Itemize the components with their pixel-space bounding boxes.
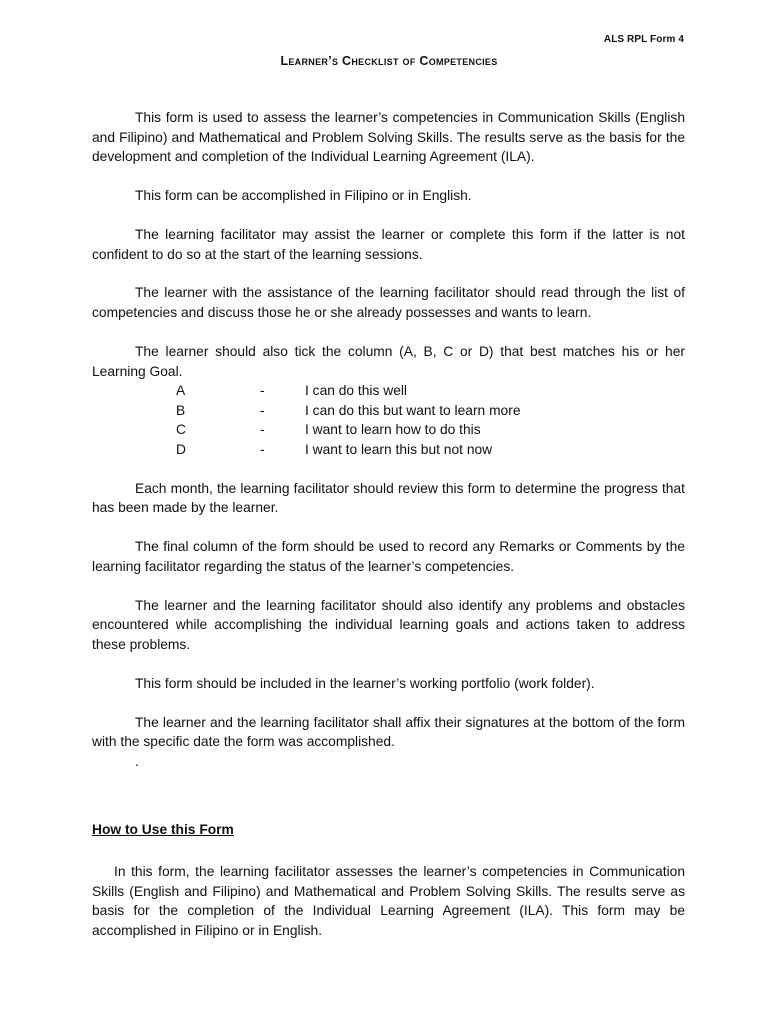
instructions-body [92,108,685,772]
stray-dot: . [135,753,139,769]
form-code: ALS RPL Form 4 [603,34,684,45]
goal-item [92,401,685,421]
paragraph-monthly-review: Each month, the learning facilitator should review this form to determine the progress that has been made by the learner. [92,480,685,516]
goal-text: I want to learn how to do this [305,422,481,438]
goal-item [92,381,685,401]
paragraph-problems: The learner and the learning facilitator should also identify any problems and obstacles encountered while accomplishing the individual learning goals and actions taken to address these problems. [92,597,685,652]
goal-item [92,420,685,440]
paragraph-remarks-column: The final column of the form should be used to record any Remarks or Comments by the learning facilitator regarding the status of the learner’s competencies. [92,539,685,574]
paragraph-how-to: In this form, the learning facilitator assesses the learner’s competencies in Communication Skills (English and Filipino) and Mathematical and Problem Solving Skills. The results serve as basis for the completion of the Individual Learning Agreement (ILA). This form may be accomplished in Filipino or in English. [92,864,685,938]
paragraph-signatures: The learner and the learning facilitator shall affix their signatures at the bottom of the form with the specific date the form was accomplished. [92,714,685,750]
goal-item [92,440,685,460]
paragraph-portfolio: This form should be included in the learner’s working portfolio (work folder). [135,675,595,691]
goal-letter: B [176,402,186,418]
page-title: Learner’s Checklist of Competencies [280,54,498,68]
goal-dash: - [260,441,265,457]
goal-text: I can do this but want to learn more [305,402,521,418]
goal-letter: A [176,383,186,399]
paragraph-language: This form can be accomplished in Filipino or in English. [135,188,472,204]
goal-dash: - [260,402,265,418]
goal-text: I want to learn this but not now [305,441,493,457]
goal-text: I can do this well [305,383,407,399]
paragraph-read-through: The learner with the assistance of the learning facilitator should read through the list of competencies and discuss those he or she already possesses and wants to learn. [92,285,685,321]
goal-letter: D [176,441,186,457]
section-heading-how-to: How to Use this Form [92,822,234,837]
paragraph-tick-column: The learner should also tick the column (A, B, C or D) that best matches his or her Learning Goal. [92,343,685,379]
goal-dash: - [260,383,265,399]
goal-dash: - [260,422,265,438]
goal-letter: C [176,422,186,438]
paragraph-purpose: This form is used to assess the learner’s competencies in Communication Skills (English and Filipino) and Mathematical and Problem Solving Skills. The results serve as the basis for the development and completion of the Individual Learning Agreement (ILA). [92,110,685,165]
learning-goal-list [92,381,685,459]
paragraph-facilitator-assist: The learning facilitator may assist the learner or complete this form if the latter is not confident to do so at the start of the learning sessions. [92,226,685,262]
